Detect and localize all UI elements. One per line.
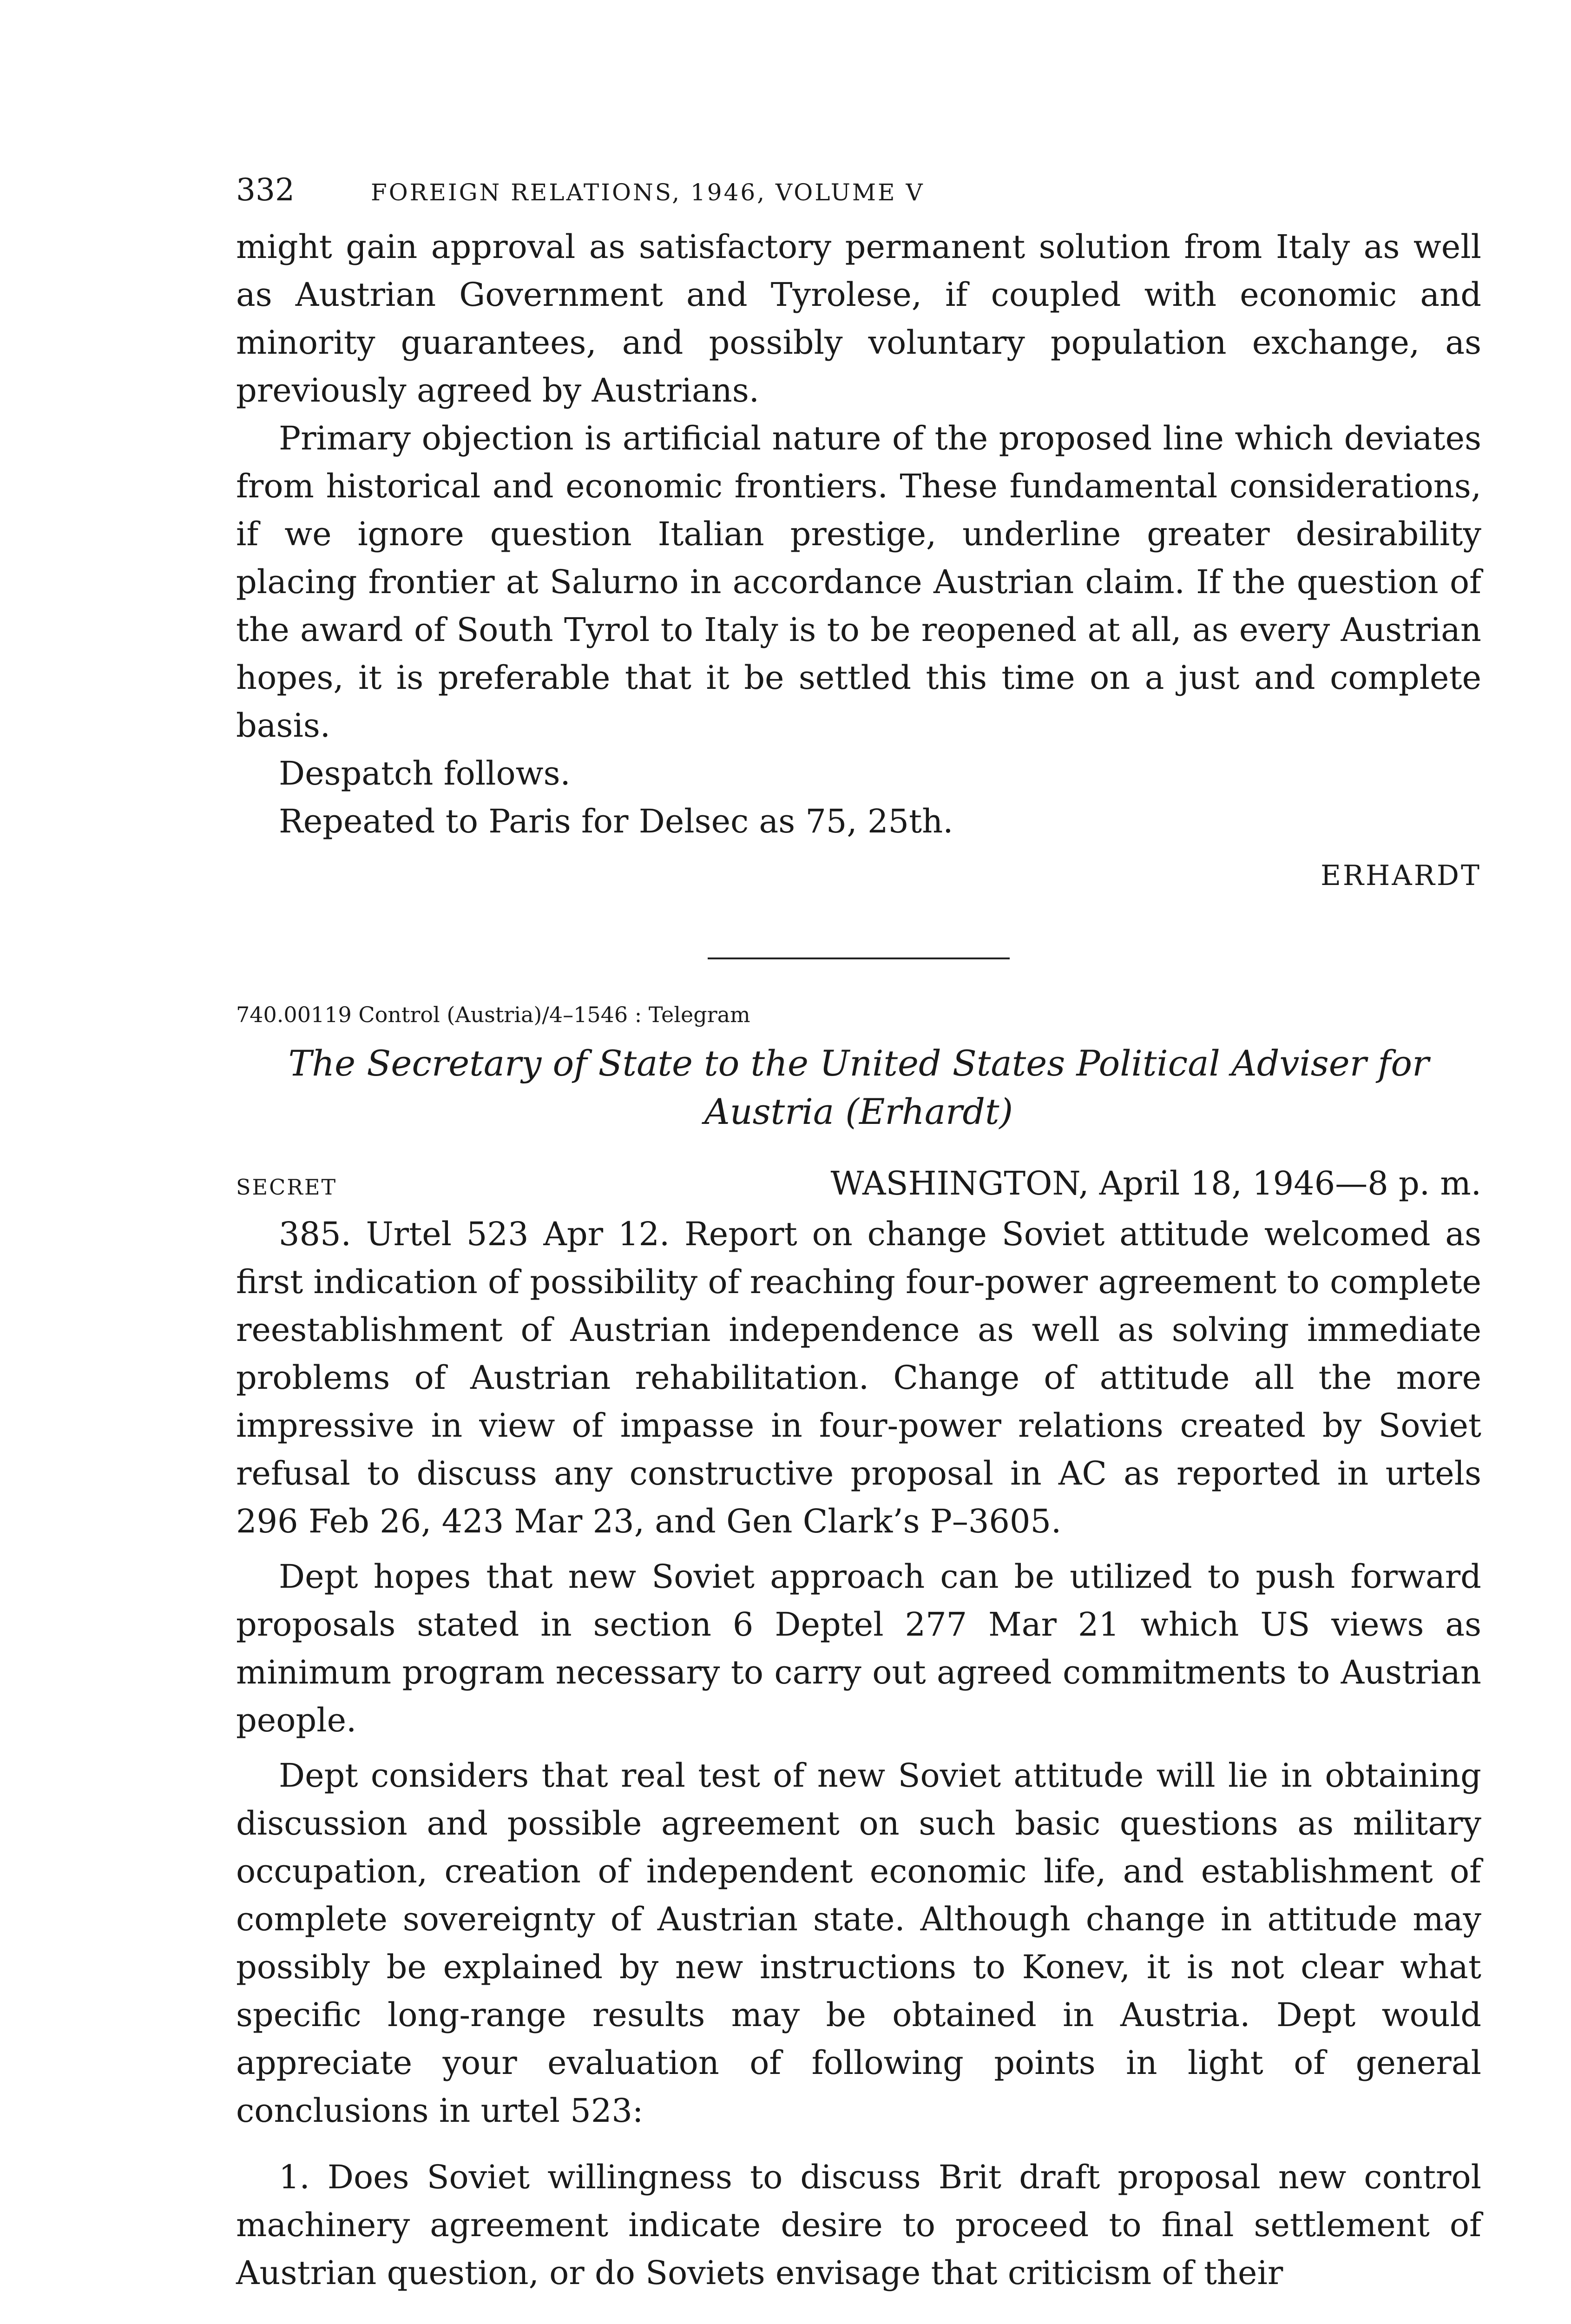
dateline-row <box>236 1160 1481 1210</box>
dateline: WASHINGTON, April 18, 1946—8 p. m. <box>830 1164 1481 1202</box>
second-document <box>236 998 1481 2297</box>
section-divider <box>708 957 1010 959</box>
document-title: The Secretary of State to the United States Political Adviser for Austria (Erhardt) <box>288 1043 1429 1132</box>
running-head: FOREIGN RELATIONS, 1946, VOLUME V <box>371 179 925 206</box>
paragraph-point-1: 1. Does Soviet willingness to discuss Brit draft proposal new control machinery agreement indicate desire to proceed to final settlement of Austrian question, or do Soviets envisage that criticism of their <box>236 2158 1481 2292</box>
paragraph-despatch: Despatch follows. <box>279 754 571 792</box>
paragraph-dept-considers: Dept considers that real test of new Soviet attitude will lie in obtaining discussion and possible agreement on such basic questions as military occupation, creation of independent economic life, and establishment of complete sovereignty of Austrian state. Although change in attitude may possibly be explained by new instructions to Konev, it is not clear what specific long-range results may be obtained in Austria. Dept would appreciate your evaluation of following points in light of general conclusions in urtel 523: <box>236 1756 1481 2130</box>
page-header <box>236 172 1481 223</box>
first-document <box>236 223 1481 900</box>
classification: SECRET <box>236 1175 337 1200</box>
signature: ERHARDT <box>1321 859 1481 892</box>
paragraph-repeated: Repeated to Paris for Delsec as 75, 25th. <box>279 802 953 840</box>
page-number: 332 <box>236 172 295 208</box>
paragraph-dept-hopes: Dept hopes that new Soviet approach can be utilized to push forward proposals stated in section 6 Deptel 277 Mar 21 which US views as minimum program necessary to carry out agreed commitments to Austrian people. <box>236 1558 1481 1739</box>
file-reference: 740.00119 Control (Austria)/4–1546 : Telegram <box>236 1002 750 1027</box>
paragraph-primary-objection: Primary objection is artificial nature of the proposed line which deviates from historical and economic frontiers. These fundamental considerations, if we ignore question Italian prestige, underline greater desirability placing frontier at Salurno in accordance Austrian claim. If the question of the award of South Tyrol to Italy is to be reopened at all, as every Austrian hopes, it is preferable that it be settled this time on a just and complete basis. <box>236 419 1481 745</box>
paragraph-urtel: 385. Urtel 523 Apr 12. Report on change Soviet attitude welcomed as first indication of possibility of reaching four-power agreement to complete reestablishment of Austrian independence as well as solving immediate problems of Austrian rehabilitation. Change of attitude all the more impressive in view of impasse in four-power relations created by Soviet refusal to discuss any constructive proposal in AC as reported in urtels 296 Feb 26, 423 Mar 23, and Gen Clark’s P–3605. <box>236 1215 1481 1540</box>
paragraph-continued: might gain approval as satisfactory permanent solution from Italy as well as Austrian Government and Tyrolese, if coupled with economic and minority guarantees, and possibly voluntary population exchange, as previously agreed by Austrians. <box>236 228 1481 409</box>
document-page <box>236 172 1481 2297</box>
